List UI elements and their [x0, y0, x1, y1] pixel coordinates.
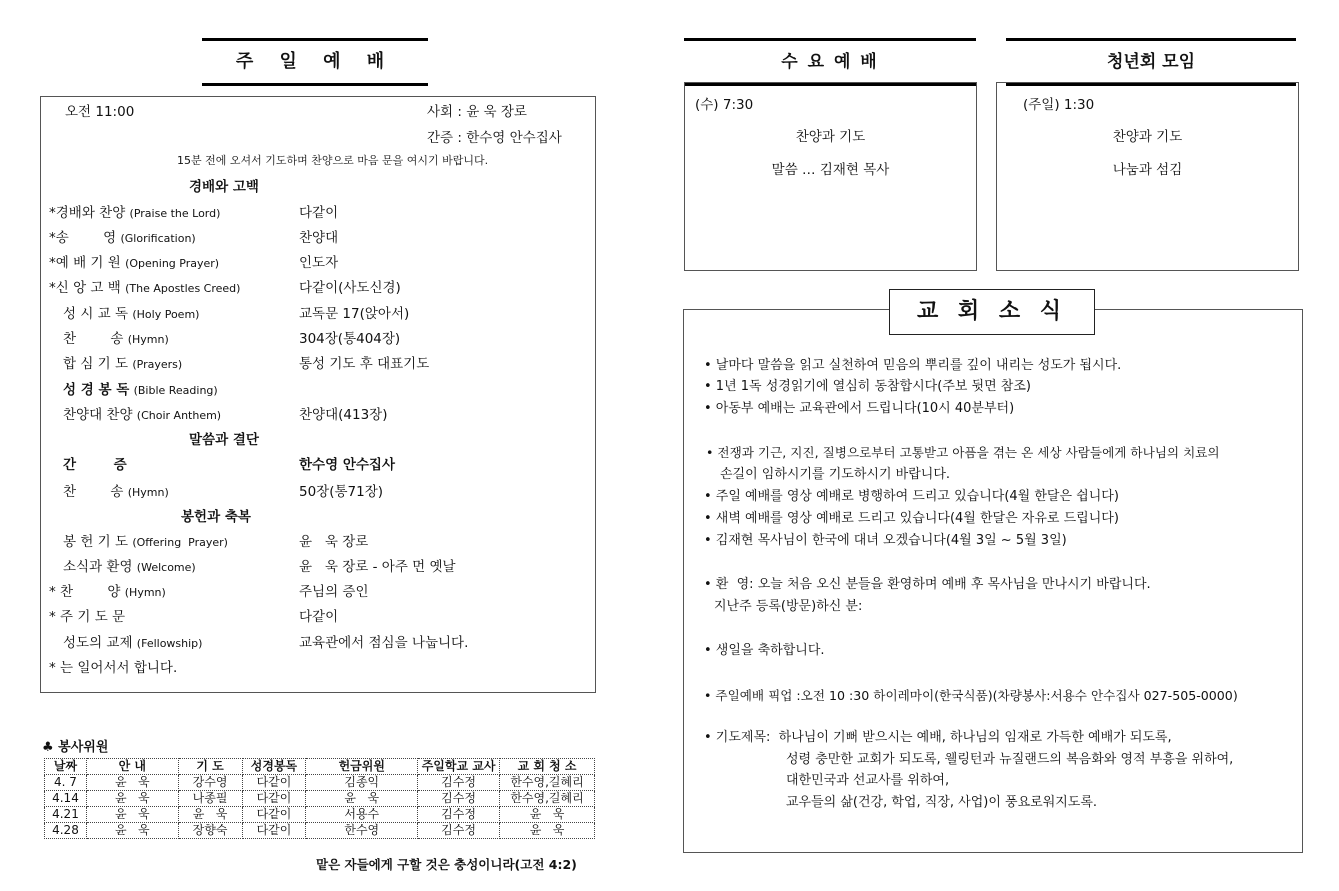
sunday-order-box: [40, 96, 596, 693]
table-cell: 윤 욱: [178, 807, 242, 823]
table-cell: 4.21: [45, 807, 87, 823]
table-cell: 윤 욱: [86, 775, 178, 791]
table-cell: 서용수: [306, 807, 418, 823]
youth-box: [996, 82, 1299, 271]
table-cell: 김수정: [418, 807, 500, 823]
order-value: 다같이(사도신경): [299, 280, 401, 296]
section-heading: 봉헌과 축복: [181, 509, 251, 525]
order-value: 윤 욱 장로: [299, 534, 369, 550]
order-item: *신 앙 고 백 (The Apostles Creed): [49, 280, 241, 296]
order-value: 찬양대: [299, 230, 339, 246]
table-row: [45, 807, 595, 823]
order-item: 간 증: [63, 457, 127, 473]
col-cleaning: 교 회 청 소: [500, 759, 595, 775]
order-item: * 찬 양 (Hymn): [49, 584, 166, 600]
order-item: *송 영 (Glorification): [49, 230, 196, 246]
order-value: 통성 기도 후 대표기도: [299, 356, 430, 372]
order-value: 찬양대(413장): [299, 407, 388, 423]
table-cell: 윤 욱: [86, 807, 178, 823]
news-item: • 생일을 축하합니다.: [704, 643, 825, 658]
col-offering: 헌금위원: [306, 759, 418, 775]
order-item: 찬 송 (Hymn): [63, 331, 169, 347]
table-cell: 다같이: [242, 823, 306, 839]
youth-title: 청년회 모임: [1006, 38, 1296, 86]
table-cell: 한수영,길혜리: [500, 775, 595, 791]
table-cell: 4. 7: [45, 775, 87, 791]
news-item: 대한민국과 선교사를 위하여,: [786, 773, 950, 788]
order-value: 한수영 안수집사: [299, 457, 395, 473]
table-cell: 김수정: [418, 823, 500, 839]
order-value: 다같이: [299, 205, 339, 221]
order-value: 교독문 17(앉아서): [299, 306, 410, 322]
table-cell: 윤 욱: [500, 823, 595, 839]
table-cell: 다같이: [242, 791, 306, 807]
order-value: 인도자: [299, 255, 339, 271]
table-cell: 윤 욱: [86, 823, 178, 839]
table-cell: 김수정: [418, 775, 500, 791]
sunday-title: 주 일 예 배: [202, 38, 428, 86]
table-row: [45, 791, 595, 807]
order-value: 304장(통404장): [299, 331, 401, 347]
order-item: *예 배 기 원 (Opening Prayer): [49, 255, 220, 271]
col-teacher: 주일학교 교사: [418, 759, 500, 775]
news-item: • 새벽 예배를 영상 예배로 드리고 있습니다(4월 한달은 자유로 드립니다): [704, 511, 1119, 526]
duty-title: ♣ 봉사위원: [42, 740, 109, 755]
order-item: 봉 헌 기 도 (Offering Prayer): [63, 534, 228, 550]
youth-line: 찬양과 기도: [1112, 129, 1183, 145]
table-cell: 나종필: [178, 791, 242, 807]
duty-table: [44, 758, 595, 839]
table-cell: 4.28: [45, 823, 87, 839]
table-cell: 김수정: [418, 791, 500, 807]
news-title: 교 회 소 식: [889, 289, 1095, 335]
table-row: [45, 775, 595, 791]
order-item: 합 심 기 도 (Prayers): [63, 356, 183, 372]
order-item: 성도의 교제 (Fellowship): [63, 635, 203, 651]
col-bible: 성경봉독: [242, 759, 306, 775]
news-item: 손길이 임하시기를 기도하시기 바랍니다.: [720, 467, 951, 482]
table-cell: 다같이: [242, 807, 306, 823]
arrival-notice: 15분 전에 오셔서 기도하며 찬양으로 마음 문을 여시기 바랍니다.: [177, 154, 489, 167]
table-cell: 김종익: [306, 775, 418, 791]
table-cell: 윤 욱: [86, 791, 178, 807]
section-heading: 경배와 고백: [189, 179, 259, 195]
news-item: • 날마다 말씀을 읽고 실천하여 믿음의 뿌리를 깊이 내리는 성도가 됩시다.: [704, 358, 1122, 373]
table-cell: 한수영: [306, 823, 418, 839]
table-header-row: [45, 759, 595, 775]
bible-verse: 맡은 자들에게 구할 것은 충성이니라(고전 4:2): [316, 857, 577, 872]
wednesday-line: 말씀 … 김재현 목사: [771, 162, 890, 178]
youth-time: (주일) 1:30: [1023, 97, 1095, 113]
wednesday-time: (수) 7:30: [695, 97, 754, 113]
presider: 사회 : 윤 욱 장로: [427, 104, 527, 120]
standing-footnote: * 는 일어서서 합니다.: [49, 660, 178, 676]
wednesday-line: 찬양과 기도: [795, 129, 866, 145]
news-item: • 전쟁과 기근, 지진, 질병으로부터 고통받고 아픔을 겪는 온 세상 사람들에게 하나님의 치료의: [706, 445, 1220, 460]
wednesday-title: 수 요 예 배: [684, 38, 976, 86]
news-item: • 1년 1독 성경읽기에 열심히 동참합시다(주보 뒷면 참조): [704, 379, 1031, 394]
news-item: • 주일예배 픽업 :오전 10 :30 하이레마이(한국식품)(차량봉사:서용수 안수집사 027-505-0000): [704, 688, 1238, 703]
table-row: [45, 823, 595, 839]
order-value: 교육관에서 점심을 나눕니다.: [299, 635, 469, 651]
table-cell: 장향숙: [178, 823, 242, 839]
col-prayer: 기 도: [178, 759, 242, 775]
news-item: 교우들의 삶(건강, 학업, 직장, 사업)이 풍요로워지도록.: [786, 795, 1098, 810]
order-value: 주님의 증인: [299, 584, 369, 600]
table-cell: 윤 욱: [500, 807, 595, 823]
youth-line: 나눔과 섬김: [1112, 162, 1183, 178]
order-item: * 주 기 도 문: [49, 609, 126, 625]
order-item: 찬양대 찬양 (Choir Anthem): [63, 407, 222, 423]
news-item: • 김재현 목사님이 한국에 대녀 오겠습니다(4월 3일 ~ 5월 3일): [704, 533, 1067, 548]
order-item: 찬 송 (Hymn): [63, 484, 169, 500]
order-value: 다같이: [299, 609, 339, 625]
order-item: 소식과 환영 (Welcome): [63, 559, 196, 575]
news-item: • 기도제목: 하나님이 기뻐 받으시는 예배, 하나님의 임재로 가득한 예배가 되도록,: [704, 730, 1172, 745]
order-item: 성 경 봉 독 (Bible Reading): [63, 382, 218, 398]
order-item: 성 시 교 독 (Holy Poem): [63, 306, 200, 322]
table-cell: 강수영: [178, 775, 242, 791]
table-cell: 윤 욱: [306, 791, 418, 807]
col-usher: 안 내: [86, 759, 178, 775]
news-item: • 환 영: 오늘 처음 오신 분들을 환영하며 예배 후 목사님을 만나시기 바랍니다.: [704, 577, 1151, 592]
table-cell: 4.14: [45, 791, 87, 807]
news-item: • 아동부 예배는 교육관에서 드립니다(10시 40분부터): [704, 401, 1015, 416]
wednesday-box: [684, 82, 977, 271]
news-item: 성령 충만한 교회가 되도록, 웰링턴과 뉴질랜드의 복음화와 영적 부흥을 위하여,: [786, 752, 1234, 767]
order-value: 50장(통71장): [299, 484, 384, 500]
news-item: • 주일 예배를 영상 예배로 병행하여 드리고 있습니다(4월 한달은 쉽니다): [704, 489, 1119, 504]
table-cell: 한수영,길혜리: [500, 791, 595, 807]
section-heading: 말씀과 결단: [189, 432, 259, 448]
testimony-leader: 간증 : 한수영 안수집사: [427, 130, 562, 146]
order-value: 윤 욱 장로 - 아주 먼 옛날: [299, 559, 456, 575]
service-time: 오전 11:00: [65, 104, 135, 120]
table-cell: 다같이: [242, 775, 306, 791]
news-item: 지난주 등록(방문)하신 분:: [714, 599, 863, 614]
order-item: *경배와 찬양 (Praise the Lord): [49, 205, 221, 221]
col-date: 날짜: [45, 759, 87, 775]
